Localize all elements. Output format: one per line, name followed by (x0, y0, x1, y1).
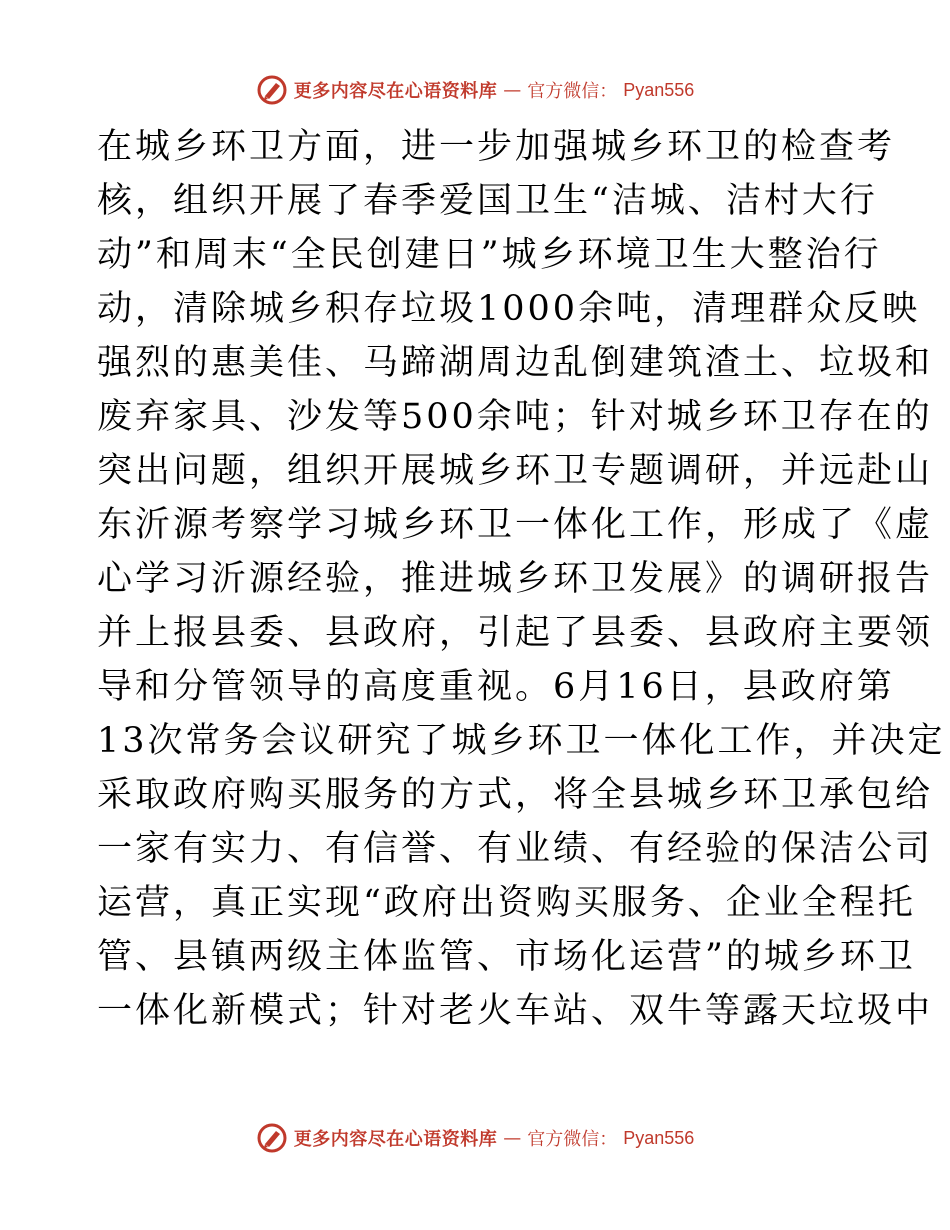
text-line: 废弃家具、沙发等500余吨；针对城乡环卫存在的 (97, 397, 933, 437)
watermark-wechat-id: Pyan556 (623, 1127, 695, 1148)
text-line: 心学习沂源经验，推进城乡环卫发展》的调研报告 (97, 559, 934, 599)
text-line: 一家有实力、有信誉、有业绩、有经验的保洁公司 (97, 829, 934, 869)
text-line: 运营，真正实现“政府出资购买服务、企业全程托 (97, 883, 916, 923)
text-line: 在城乡环卫方面，进一步加强城乡环卫的检查考 (97, 127, 896, 167)
watermark-official-label: 官方微信： (527, 81, 618, 102)
text-line: 13次常务会议研究了城乡环卫一体化工作，并决定 (97, 721, 946, 761)
watermark-wechat-id: Pyan556 (623, 79, 695, 100)
text-line: 动，清除城乡积存垃圾1000余吨，清理群众反映 (97, 289, 921, 329)
watermark-header (0, 70, 950, 110)
text-line: 核，组织开展了春季爱国卫生“洁城、洁村大行 (97, 181, 878, 221)
watermark-main-text: 更多内容尽在心语资料库 (293, 81, 498, 102)
text-line: 动”和周末“全民创建日”城乡环境卫生大整治行 (97, 235, 882, 275)
watermark-main-text: 更多内容尽在心语资料库 (293, 1129, 498, 1150)
text-line: 东沂源考察学习城乡环卫一体化工作，形成了《虚 (97, 505, 934, 545)
text-line: 突出问题，组织开展城乡环卫专题调研，并远赴山 (97, 451, 934, 491)
pen-logo-icon (256, 74, 288, 106)
text-line: 管、县镇两级主体监管、市场化运营”的城乡环卫 (97, 937, 916, 977)
watermark-dash: — (503, 1127, 522, 1149)
text-line: 并上报县委、县政府，引起了县委、县政府主要领 (97, 613, 934, 653)
text-line: 采取政府购买服务的方式，将全县城乡环卫承包给 (97, 775, 934, 815)
document-body (97, 120, 946, 1038)
text-line: 强烈的惠美佳、马蹄湖周边乱倒建筑渣土、垃圾和 (97, 343, 934, 383)
watermark-official-label: 官方微信： (527, 1129, 618, 1150)
pen-logo-icon (256, 1122, 288, 1154)
watermark-dash: — (503, 79, 522, 101)
watermark-footer (0, 1118, 950, 1158)
text-line: 一体化新模式；针对老火车站、双牛等露天垃圾中 (97, 991, 934, 1031)
text-line: 导和分管领导的高度重视。6月16日，县政府第 (97, 667, 895, 707)
